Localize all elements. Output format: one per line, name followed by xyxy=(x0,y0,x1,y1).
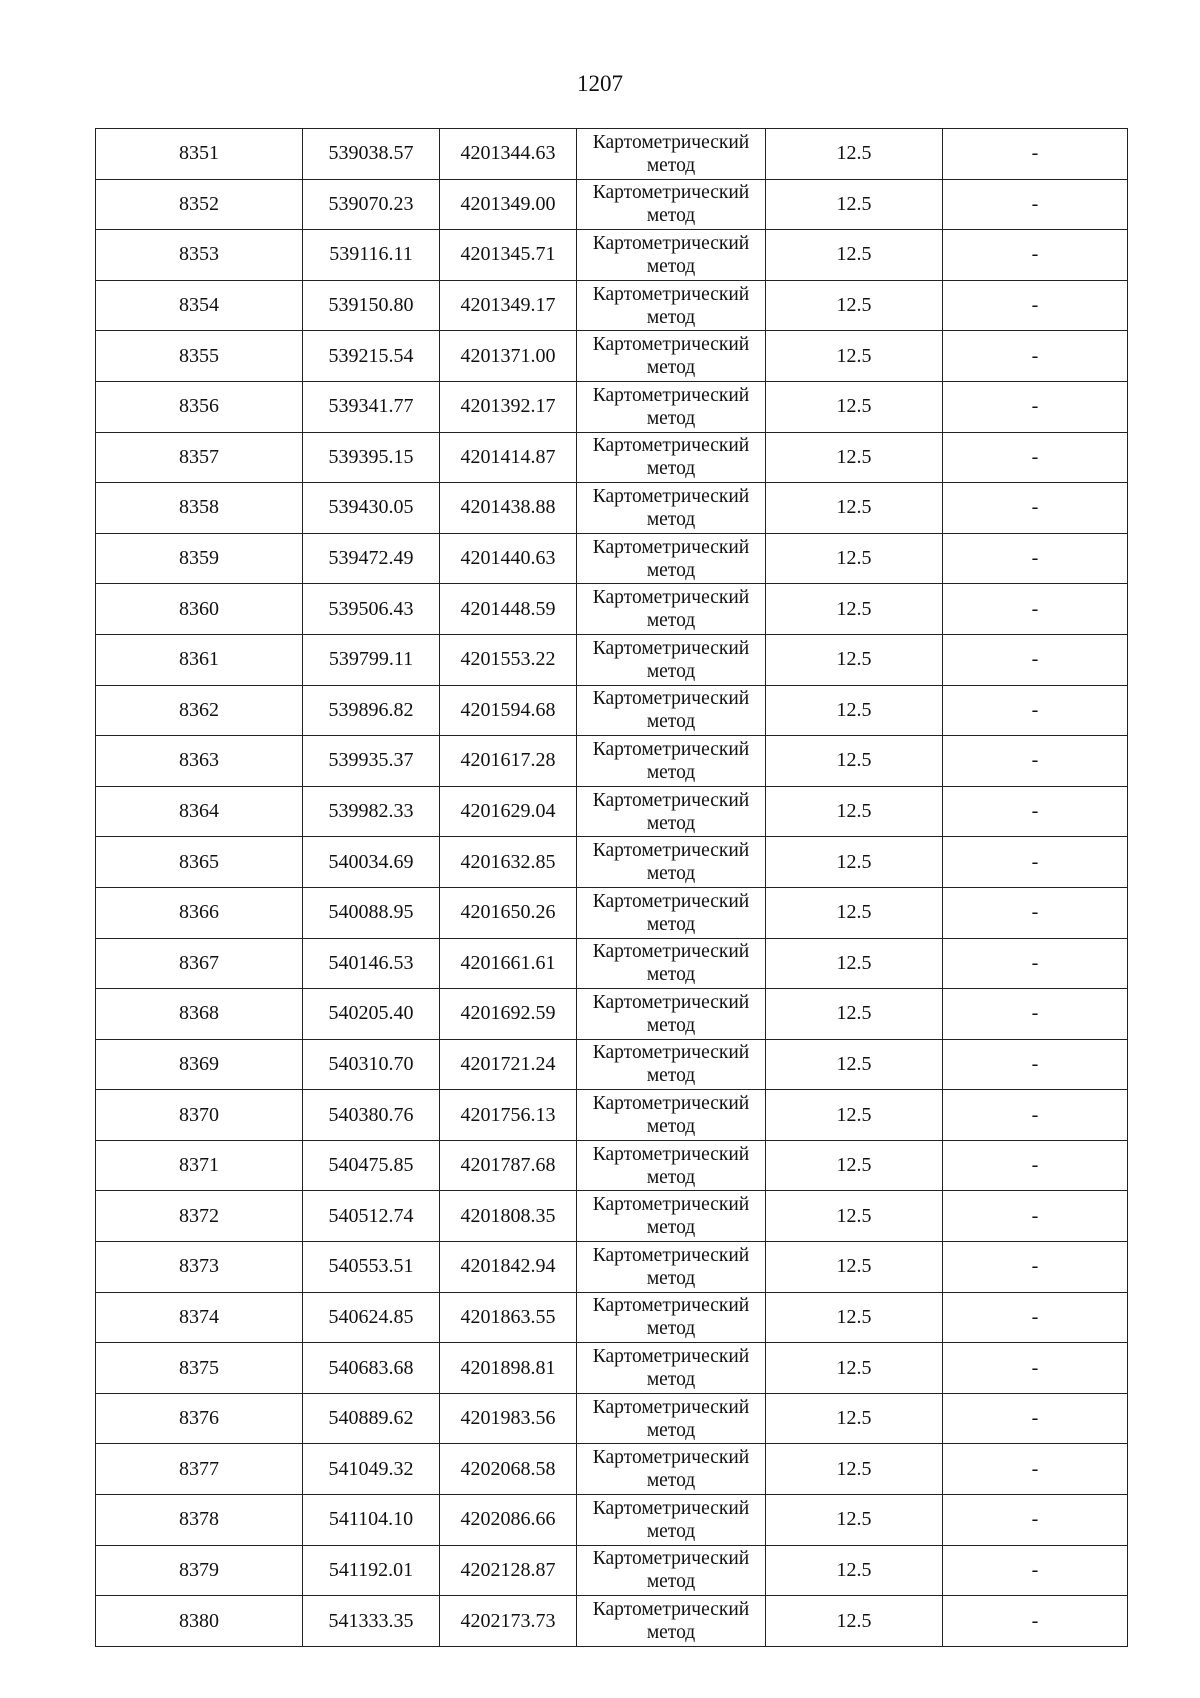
method-cell xyxy=(577,685,766,736)
y-coordinate-cell: 4201349.17 xyxy=(440,280,577,331)
method-line-2: метод xyxy=(646,711,696,733)
method-cell xyxy=(577,1090,766,1141)
method-line-1: Картометрический xyxy=(592,789,750,811)
method-cell xyxy=(577,1343,766,1394)
note-cell: - xyxy=(943,1495,1128,1546)
point-number-cell: 8379 xyxy=(96,1545,303,1596)
point-number-cell: 8362 xyxy=(96,685,303,736)
method-cell xyxy=(577,179,766,230)
table-row xyxy=(96,887,1128,938)
note-cell: - xyxy=(943,1039,1128,1090)
point-number-cell: 8356 xyxy=(96,381,303,432)
y-coordinate-cell: 4201414.87 xyxy=(440,432,577,483)
method-line-2: метод xyxy=(646,1166,696,1188)
method-cell xyxy=(577,634,766,685)
y-coordinate-cell: 4201617.28 xyxy=(440,736,577,787)
accuracy-cell: 12.5 xyxy=(766,685,943,736)
point-number-cell: 8375 xyxy=(96,1343,303,1394)
method-line-2: метод xyxy=(646,610,696,632)
point-number-cell: 8363 xyxy=(96,736,303,787)
note-cell: - xyxy=(943,685,1128,736)
accuracy-cell: 12.5 xyxy=(766,1090,943,1141)
accuracy-cell: 12.5 xyxy=(766,129,943,180)
method-line-1: Картометрический xyxy=(592,738,750,760)
note-cell: - xyxy=(943,786,1128,837)
x-coordinate-cell: 540889.62 xyxy=(303,1393,440,1444)
x-coordinate-cell: 540205.40 xyxy=(303,989,440,1040)
table-row xyxy=(96,432,1128,483)
y-coordinate-cell: 4201349.00 xyxy=(440,179,577,230)
table-row xyxy=(96,1090,1128,1141)
note-cell: - xyxy=(943,736,1128,787)
point-number-cell: 8365 xyxy=(96,837,303,888)
x-coordinate-cell: 540553.51 xyxy=(303,1242,440,1293)
method-line-2: метод xyxy=(646,1520,696,1542)
y-coordinate-cell: 4201898.81 xyxy=(440,1343,577,1394)
method-line-2: метод xyxy=(646,1571,696,1593)
table-row xyxy=(96,533,1128,584)
x-coordinate-cell: 539896.82 xyxy=(303,685,440,736)
method-line-2: метод xyxy=(646,458,696,480)
point-number-cell: 8351 xyxy=(96,129,303,180)
table-row xyxy=(96,381,1128,432)
point-number-cell: 8380 xyxy=(96,1596,303,1647)
point-number-cell: 8373 xyxy=(96,1242,303,1293)
y-coordinate-cell: 4201371.00 xyxy=(440,331,577,382)
x-coordinate-cell: 541333.35 xyxy=(303,1596,440,1647)
x-coordinate-cell: 540683.68 xyxy=(303,1343,440,1394)
x-coordinate-cell: 541104.10 xyxy=(303,1495,440,1546)
note-cell: - xyxy=(943,533,1128,584)
note-cell: - xyxy=(943,331,1128,382)
method-cell xyxy=(577,1191,766,1242)
accuracy-cell: 12.5 xyxy=(766,1545,943,1596)
note-cell: - xyxy=(943,483,1128,534)
method-line-1: Картометрический xyxy=(592,131,750,153)
method-line-1: Картометрический xyxy=(592,435,750,457)
note-cell: - xyxy=(943,432,1128,483)
table-row xyxy=(96,1039,1128,1090)
note-cell: - xyxy=(943,938,1128,989)
point-number-cell: 8354 xyxy=(96,280,303,331)
x-coordinate-cell: 539799.11 xyxy=(303,634,440,685)
method-cell xyxy=(577,837,766,888)
point-number-cell: 8359 xyxy=(96,533,303,584)
point-number-cell: 8366 xyxy=(96,887,303,938)
y-coordinate-cell: 4201438.88 xyxy=(440,483,577,534)
table-body xyxy=(96,129,1128,1647)
method-line-2: метод xyxy=(646,1369,696,1391)
x-coordinate-cell: 541192.01 xyxy=(303,1545,440,1596)
point-number-cell: 8376 xyxy=(96,1393,303,1444)
y-coordinate-cell: 4201632.85 xyxy=(440,837,577,888)
note-cell: - xyxy=(943,1191,1128,1242)
method-line-1: Картометрический xyxy=(592,1143,750,1165)
note-cell: - xyxy=(943,1242,1128,1293)
y-coordinate-cell: 4201692.59 xyxy=(440,989,577,1040)
accuracy-cell: 12.5 xyxy=(766,280,943,331)
page-number: 1207 xyxy=(577,71,623,96)
point-number-cell: 8374 xyxy=(96,1292,303,1343)
accuracy-cell: 12.5 xyxy=(766,1140,943,1191)
accuracy-cell: 12.5 xyxy=(766,331,943,382)
method-line-1: Картометрический xyxy=(592,1295,750,1317)
accuracy-cell: 12.5 xyxy=(766,887,943,938)
y-coordinate-cell: 4201983.56 xyxy=(440,1393,577,1444)
point-number-cell: 8368 xyxy=(96,989,303,1040)
y-coordinate-cell: 4202173.73 xyxy=(440,1596,577,1647)
method-line-1: Картометрический xyxy=(592,1244,750,1266)
method-cell xyxy=(577,483,766,534)
method-cell xyxy=(577,736,766,787)
method-line-1: Картометрический xyxy=(592,1599,750,1621)
method-line-2: метод xyxy=(646,913,696,935)
table-row xyxy=(96,584,1128,635)
accuracy-cell: 12.5 xyxy=(766,1444,943,1495)
note-cell: - xyxy=(943,1444,1128,1495)
method-line-1: Картометрический xyxy=(592,941,750,963)
table-row xyxy=(96,1545,1128,1596)
method-cell xyxy=(577,1140,766,1191)
point-number-cell: 8355 xyxy=(96,331,303,382)
y-coordinate-cell: 4202086.66 xyxy=(440,1495,577,1546)
accuracy-cell: 12.5 xyxy=(766,837,943,888)
method-line-1: Картометрический xyxy=(592,1447,750,1469)
x-coordinate-cell: 540034.69 xyxy=(303,837,440,888)
method-line-2: метод xyxy=(646,508,696,530)
method-line-1: Картометрический xyxy=(592,1042,750,1064)
point-number-cell: 8372 xyxy=(96,1191,303,1242)
note-cell: - xyxy=(943,1393,1128,1444)
note-cell: - xyxy=(943,837,1128,888)
method-line-2: метод xyxy=(646,863,696,885)
method-line-1: Картометрический xyxy=(592,1346,750,1368)
method-line-2: метод xyxy=(646,1318,696,1340)
method-cell xyxy=(577,1495,766,1546)
method-line-2: метод xyxy=(646,1014,696,1036)
x-coordinate-cell: 539430.05 xyxy=(303,483,440,534)
method-cell xyxy=(577,432,766,483)
y-coordinate-cell: 4201448.59 xyxy=(440,584,577,635)
method-line-1: Картометрический xyxy=(592,1093,750,1115)
y-coordinate-cell: 4201787.68 xyxy=(440,1140,577,1191)
x-coordinate-cell: 539150.80 xyxy=(303,280,440,331)
y-coordinate-cell: 4201392.17 xyxy=(440,381,577,432)
x-coordinate-cell: 539935.37 xyxy=(303,736,440,787)
note-cell: - xyxy=(943,230,1128,281)
y-coordinate-cell: 4201594.68 xyxy=(440,685,577,736)
method-cell xyxy=(577,331,766,382)
table-row xyxy=(96,1242,1128,1293)
note-cell: - xyxy=(943,1292,1128,1343)
note-cell: - xyxy=(943,129,1128,180)
y-coordinate-cell: 4202068.58 xyxy=(440,1444,577,1495)
accuracy-cell: 12.5 xyxy=(766,1393,943,1444)
method-line-1: Картометрический xyxy=(592,232,750,254)
x-coordinate-cell: 540624.85 xyxy=(303,1292,440,1343)
x-coordinate-cell: 539395.15 xyxy=(303,432,440,483)
method-cell xyxy=(577,280,766,331)
table-row xyxy=(96,786,1128,837)
note-cell: - xyxy=(943,1596,1128,1647)
note-cell: - xyxy=(943,989,1128,1040)
method-cell xyxy=(577,129,766,180)
note-cell: - xyxy=(943,179,1128,230)
method-line-1: Картометрический xyxy=(592,182,750,204)
table-row xyxy=(96,685,1128,736)
point-number-cell: 8352 xyxy=(96,179,303,230)
point-number-cell: 8357 xyxy=(96,432,303,483)
table-row xyxy=(96,1140,1128,1191)
y-coordinate-cell: 4201721.24 xyxy=(440,1039,577,1090)
x-coordinate-cell: 539038.57 xyxy=(303,129,440,180)
method-line-2: метод xyxy=(646,761,696,783)
method-line-1: Картометрический xyxy=(592,1194,750,1216)
x-coordinate-cell: 539215.54 xyxy=(303,331,440,382)
accuracy-cell: 12.5 xyxy=(766,432,943,483)
y-coordinate-cell: 4201440.63 xyxy=(440,533,577,584)
method-line-2: метод xyxy=(646,1419,696,1441)
x-coordinate-cell: 539070.23 xyxy=(303,179,440,230)
method-line-1: Картометрический xyxy=(592,485,750,507)
y-coordinate-cell: 4201629.04 xyxy=(440,786,577,837)
y-coordinate-cell: 4201553.22 xyxy=(440,634,577,685)
method-line-2: метод xyxy=(646,154,696,176)
method-line-1: Картометрический xyxy=(592,1497,750,1519)
accuracy-cell: 12.5 xyxy=(766,1343,943,1394)
point-number-cell: 8364 xyxy=(96,786,303,837)
method-line-2: метод xyxy=(646,1622,696,1644)
table-row xyxy=(96,1191,1128,1242)
y-coordinate-cell: 4201842.94 xyxy=(440,1242,577,1293)
y-coordinate-cell: 4201650.26 xyxy=(440,887,577,938)
accuracy-cell: 12.5 xyxy=(766,179,943,230)
x-coordinate-cell: 540380.76 xyxy=(303,1090,440,1141)
method-line-2: метод xyxy=(646,1217,696,1239)
y-coordinate-cell: 4201345.71 xyxy=(440,230,577,281)
method-line-2: метод xyxy=(646,357,696,379)
point-number-cell: 8370 xyxy=(96,1090,303,1141)
point-number-cell: 8377 xyxy=(96,1444,303,1495)
method-line-1: Картометрический xyxy=(592,991,750,1013)
table-row xyxy=(96,483,1128,534)
table-row xyxy=(96,230,1128,281)
method-cell xyxy=(577,1242,766,1293)
accuracy-cell: 12.5 xyxy=(766,1596,943,1647)
point-number-cell: 8358 xyxy=(96,483,303,534)
table-row xyxy=(96,129,1128,180)
method-line-1: Картометрический xyxy=(592,688,750,710)
accuracy-cell: 12.5 xyxy=(766,584,943,635)
note-cell: - xyxy=(943,1545,1128,1596)
method-line-2: метод xyxy=(646,660,696,682)
point-number-cell: 8367 xyxy=(96,938,303,989)
table-row xyxy=(96,1495,1128,1546)
method-cell xyxy=(577,786,766,837)
y-coordinate-cell: 4201661.61 xyxy=(440,938,577,989)
method-cell xyxy=(577,381,766,432)
note-cell: - xyxy=(943,887,1128,938)
x-coordinate-cell: 540512.74 xyxy=(303,1191,440,1242)
x-coordinate-cell: 539116.11 xyxy=(303,230,440,281)
point-number-cell: 8353 xyxy=(96,230,303,281)
method-cell xyxy=(577,1545,766,1596)
y-coordinate-cell: 4201863.55 xyxy=(440,1292,577,1343)
table-row xyxy=(96,1444,1128,1495)
note-cell: - xyxy=(943,634,1128,685)
point-number-cell: 8369 xyxy=(96,1039,303,1090)
x-coordinate-cell: 540146.53 xyxy=(303,938,440,989)
method-cell xyxy=(577,1444,766,1495)
table-row xyxy=(96,1596,1128,1647)
accuracy-cell: 12.5 xyxy=(766,1242,943,1293)
method-line-1: Картометрический xyxy=(592,1548,750,1570)
accuracy-cell: 12.5 xyxy=(766,989,943,1040)
table-row xyxy=(96,1393,1128,1444)
x-coordinate-cell: 540475.85 xyxy=(303,1140,440,1191)
accuracy-cell: 12.5 xyxy=(766,230,943,281)
x-coordinate-cell: 539472.49 xyxy=(303,533,440,584)
method-line-1: Картометрический xyxy=(592,334,750,356)
table-row xyxy=(96,179,1128,230)
table-row xyxy=(96,1343,1128,1394)
method-line-2: метод xyxy=(646,205,696,227)
method-line-2: метод xyxy=(646,255,696,277)
accuracy-cell: 12.5 xyxy=(766,1191,943,1242)
method-cell xyxy=(577,887,766,938)
method-line-2: метод xyxy=(646,1116,696,1138)
method-line-2: метод xyxy=(646,964,696,986)
x-coordinate-cell: 540310.70 xyxy=(303,1039,440,1090)
point-number-cell: 8371 xyxy=(96,1140,303,1191)
method-line-1: Картометрический xyxy=(592,536,750,558)
method-cell xyxy=(577,1039,766,1090)
method-line-2: метод xyxy=(646,1267,696,1289)
coordinates-table xyxy=(95,128,1128,1647)
x-coordinate-cell: 539506.43 xyxy=(303,584,440,635)
method-line-2: метод xyxy=(646,812,696,834)
note-cell: - xyxy=(943,1343,1128,1394)
method-line-2: метод xyxy=(646,559,696,581)
accuracy-cell: 12.5 xyxy=(766,1292,943,1343)
table-row xyxy=(96,989,1128,1040)
accuracy-cell: 12.5 xyxy=(766,1039,943,1090)
accuracy-cell: 12.5 xyxy=(766,1495,943,1546)
table-row xyxy=(96,634,1128,685)
table-row xyxy=(96,280,1128,331)
accuracy-cell: 12.5 xyxy=(766,483,943,534)
x-coordinate-cell: 540088.95 xyxy=(303,887,440,938)
accuracy-cell: 12.5 xyxy=(766,381,943,432)
table-row xyxy=(96,736,1128,787)
x-coordinate-cell: 541049.32 xyxy=(303,1444,440,1495)
method-cell xyxy=(577,1292,766,1343)
accuracy-cell: 12.5 xyxy=(766,533,943,584)
method-line-1: Картометрический xyxy=(592,1396,750,1418)
method-line-2: метод xyxy=(646,306,696,328)
table-row xyxy=(96,331,1128,382)
method-line-1: Картометрический xyxy=(592,637,750,659)
method-line-2: метод xyxy=(646,1470,696,1492)
method-line-1: Картометрический xyxy=(592,890,750,912)
method-cell xyxy=(577,584,766,635)
point-number-cell: 8378 xyxy=(96,1495,303,1546)
y-coordinate-cell: 4201756.13 xyxy=(440,1090,577,1141)
method-cell xyxy=(577,989,766,1040)
point-number-cell: 8361 xyxy=(96,634,303,685)
method-line-2: метод xyxy=(646,1065,696,1087)
note-cell: - xyxy=(943,381,1128,432)
x-coordinate-cell: 539982.33 xyxy=(303,786,440,837)
point-number-cell: 8360 xyxy=(96,584,303,635)
method-line-1: Картометрический xyxy=(592,384,750,406)
y-coordinate-cell: 4202128.87 xyxy=(440,1545,577,1596)
note-cell: - xyxy=(943,280,1128,331)
accuracy-cell: 12.5 xyxy=(766,938,943,989)
note-cell: - xyxy=(943,1140,1128,1191)
method-line-1: Картометрический xyxy=(592,283,750,305)
method-line-1: Картометрический xyxy=(592,587,750,609)
method-cell xyxy=(577,1393,766,1444)
table-row xyxy=(96,938,1128,989)
accuracy-cell: 12.5 xyxy=(766,634,943,685)
x-coordinate-cell: 539341.77 xyxy=(303,381,440,432)
table-row xyxy=(96,1292,1128,1343)
method-cell xyxy=(577,938,766,989)
method-cell xyxy=(577,533,766,584)
accuracy-cell: 12.5 xyxy=(766,786,943,837)
method-cell xyxy=(577,230,766,281)
method-line-2: метод xyxy=(646,407,696,429)
note-cell: - xyxy=(943,584,1128,635)
method-line-1: Картометрический xyxy=(592,840,750,862)
method-cell xyxy=(577,1596,766,1647)
note-cell: - xyxy=(943,1090,1128,1141)
accuracy-cell: 12.5 xyxy=(766,736,943,787)
table-row xyxy=(96,837,1128,888)
y-coordinate-cell: 4201344.63 xyxy=(440,129,577,180)
y-coordinate-cell: 4201808.35 xyxy=(440,1191,577,1242)
